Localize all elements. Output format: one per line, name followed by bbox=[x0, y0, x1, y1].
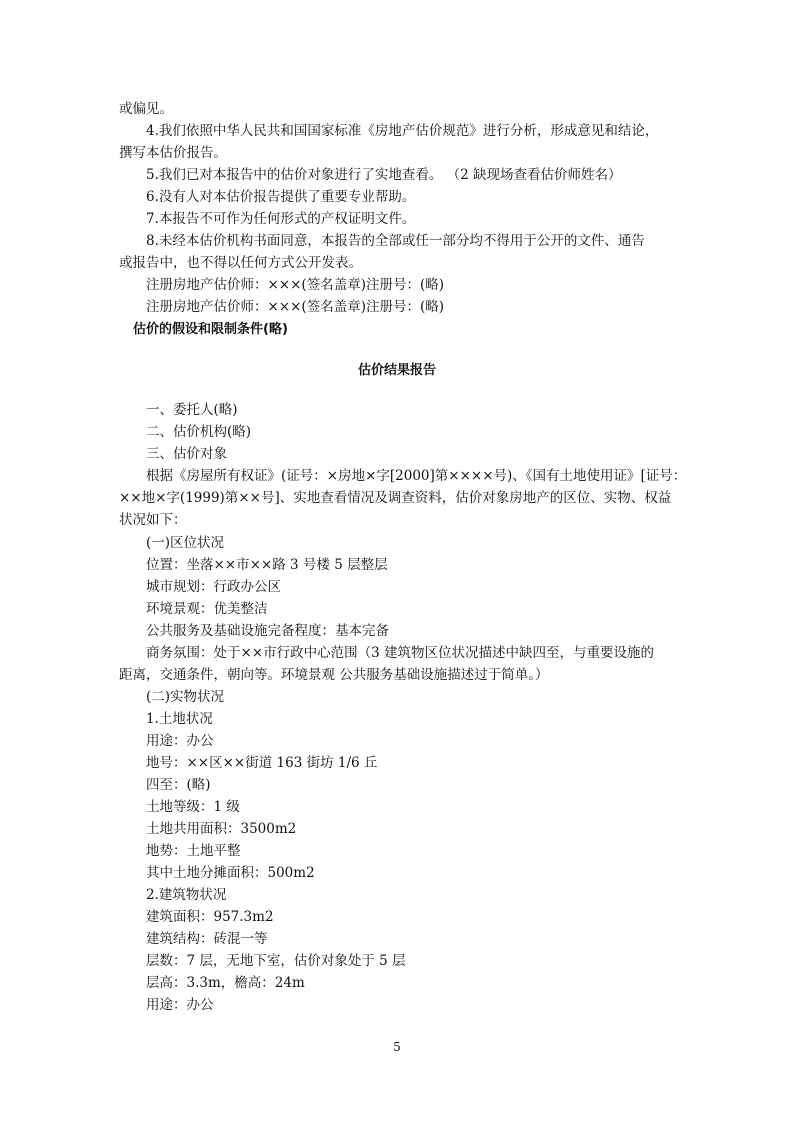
text-line: 土地共用面积：3500m2 bbox=[146, 821, 297, 837]
text-line: 用途：办公 bbox=[146, 733, 214, 749]
text-line: 4.我们依照中华人民共和国国家标准《房地产估价规范》进行分析，形成意见和结论， bbox=[146, 123, 659, 139]
text-line: 环境景观：优美整洁 bbox=[146, 601, 268, 617]
text-line: 2.建筑物状况 bbox=[146, 887, 227, 903]
text-line: 城市规划：行政办公区 bbox=[146, 579, 281, 595]
text-line: 撰写本估价报告。 bbox=[119, 145, 227, 161]
text-line: 或报告中，也不得以任何方式公开发表。 bbox=[119, 255, 362, 271]
section-heading: 估价的假设和限制条件(略) bbox=[133, 322, 288, 337]
text-line: 1.土地状况 bbox=[146, 711, 213, 727]
text-line: 建筑结构：砖混一等 bbox=[146, 931, 268, 947]
text-line: 其中土地分摊面积：500m2 bbox=[146, 865, 315, 881]
text-line: 7.本报告不可作为任何形式的产权证明文件。 bbox=[146, 211, 416, 227]
text-line: 二、估价机构(略) bbox=[146, 424, 252, 440]
text-line: 三、估价对象 bbox=[146, 446, 227, 462]
report-title: 估价结果报告 bbox=[357, 363, 436, 378]
page-number: 5 bbox=[393, 1040, 401, 1054]
text-line: 建筑面积：957.3m2 bbox=[146, 909, 274, 925]
text-line: 6.没有人对本估价报告提供了重要专业帮助。 bbox=[146, 189, 416, 205]
text-line: 地号：××区××街道 163 街坊 1/6 丘 bbox=[146, 755, 378, 771]
text-line: 地势：土地平整 bbox=[146, 843, 241, 859]
text-line: 8.未经本估价机构书面同意，本报告的全部或任一部分均不得用于公开的文件、通告 bbox=[146, 233, 645, 249]
signature-line: 注册房地产估价师：×××(签名盖章)注册号：(略) bbox=[146, 299, 445, 315]
text-line: 公共服务及基础设施完备程度：基本完备 bbox=[146, 623, 389, 639]
text-line: 土地等级：1 级 bbox=[146, 799, 240, 815]
text-line: 位置：坐落××市××路 3 号楼 5 层整层 bbox=[146, 557, 388, 573]
text-line: 层高：3.3m，檐高：24m bbox=[146, 975, 305, 991]
signature-line: 注册房地产估价师：×××(签名盖章)注册号：(略) bbox=[146, 277, 445, 293]
text-line: 层数：7 层，无地下室，估价对象处于 5 层 bbox=[146, 953, 406, 969]
text-line: 用途：办公 bbox=[146, 997, 214, 1013]
text-line: 状况如下： bbox=[119, 512, 187, 528]
text-line: 四至：(略) bbox=[146, 777, 211, 793]
text-line: 商务氛围：处于××市行政中心范围（3 建筑物区位状况描述中缺四至，与重要设施的 bbox=[146, 645, 655, 661]
text-line: 根据《房屋所有权证》(证号：×房地×字[2000]第××××号)、《国有土地使用证》[证号： bbox=[146, 468, 687, 484]
text-line: 5.我们已对本报告中的估价对象进行了实地查看。 （2 缺现场查看估价师姓名） bbox=[146, 167, 622, 183]
text-line: 一、委托人(略) bbox=[146, 402, 238, 418]
text-line: 距离，交通条件，朝向等。环境景观 公共服务基础设施描述过于简单。） bbox=[119, 667, 549, 683]
text-line: (二)实物状况 bbox=[146, 689, 225, 705]
text-line: ××地×字(1999)第××号]、实地查看情况及调查资料，估价对象房地产的区位、实物、权益 bbox=[119, 490, 672, 506]
text-line: (一)区位状况 bbox=[146, 535, 225, 551]
text-line: 或偏见。 bbox=[119, 101, 173, 117]
